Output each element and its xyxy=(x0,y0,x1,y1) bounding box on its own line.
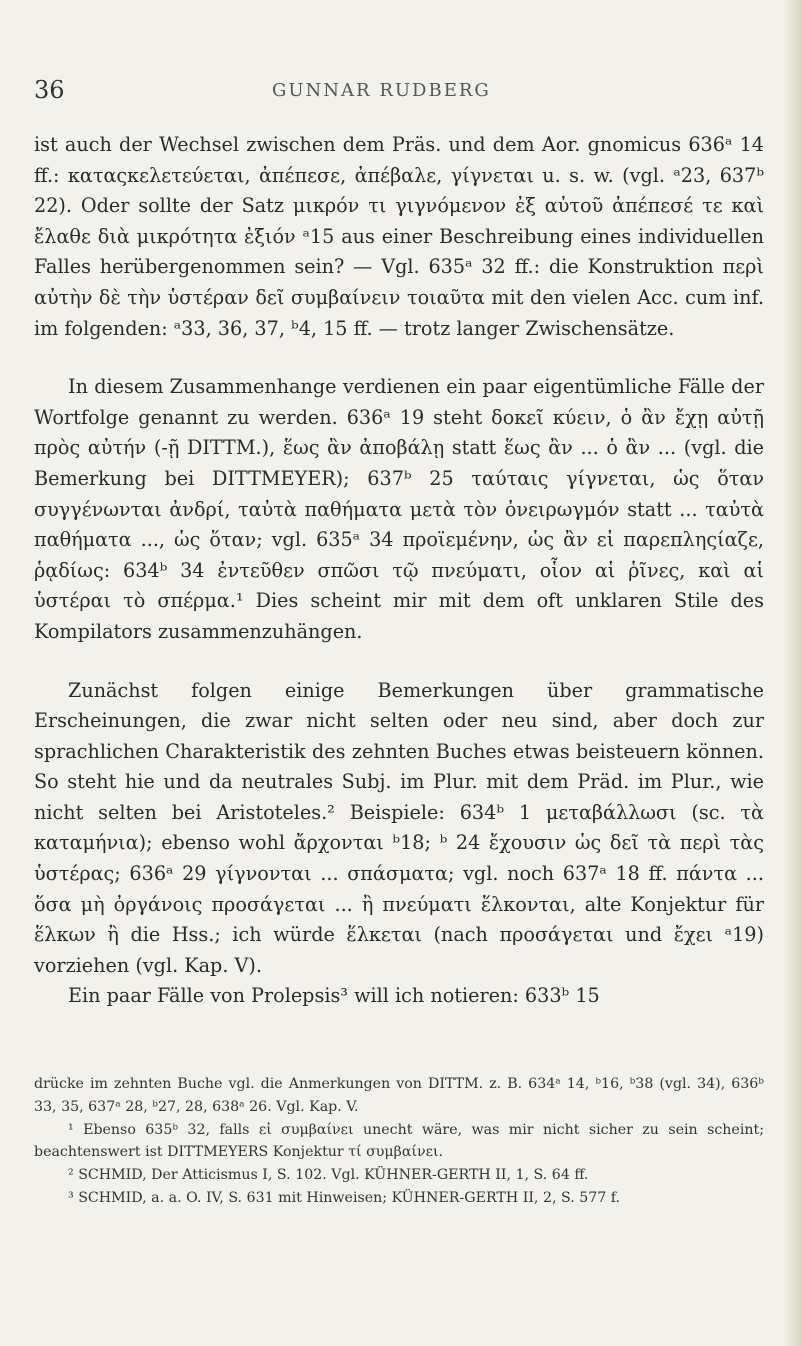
paragraph-1: ist auch der Wechsel zwischen dem Präs. und dem Aor. gnomicus 636ᵃ 14 ff.: καταςκελετεύεται, ἀπέπεσε, ἀπέβαλε, γίγνεται u. s. w. (vgl. ᵃ23, 637ᵇ 22). Oder sollte der Satz μικρόν τι γιγνόμενον ἐξ αὐτοῦ ἀπέπεσέ τε καὶ ἔλαθε διὰ μικρότητα ἐξιόν ᵃ15 aus einer Beschreibung eines individuellen Falles herübergenommen sein? — Vgl. 635ᵃ 32 ff.: die Konstruktion περὶ αὐτὴν δὲ τὴν ὑστέραν δεῖ συμβαίνειν τοιαῦτα mit den vielen Acc. cum inf. im folgenden: ᵃ33, 36, 37, ᵇ4, 15 ff. — trotz langer Zwischensätze. xyxy=(34,133,764,340)
scan-edge xyxy=(783,0,801,1346)
footnotes xyxy=(34,1073,764,1210)
footnote-continuation: drücke im zehnten Buche vgl. die Anmerkungen von DITTM. z. B. 634ᵃ 14, ᵇ16, ᵇ38 (vgl. 34), 636ᵇ 33, 35, 637ᵃ 28, ᵇ27, 28, 638ᵃ 26. Vgl. Kap. V. xyxy=(34,1076,764,1115)
running-head xyxy=(34,76,769,106)
paragraph-4: Ein paar Fälle von Prolepsis³ will ich notieren: 633ᵇ 15 xyxy=(68,984,600,1008)
body-text xyxy=(34,130,764,1012)
running-title: GUNNAR RUDBERG xyxy=(272,80,491,101)
paragraph-2: In diesem Zusammenhange verdienen ein paar eigentümliche Fälle der Wortfolge genannt zu werden. 636ᵃ 19 steht δοκεῖ κύειν, ὁ ἂν ἔχῃ αὐτῇ πρὸς αὐτήν (-ῇ DITTM.), ἕως ἂν ἀποβάλῃ statt ἕως ἂν ... ὁ ἂν ... (vgl. die Bemerkung bei DITTMEYER); 637ᵇ 25 ταύταις γίγνεται, ὡς ὅταν συγγένωνται ἀνδρί, ταὐτὰ παθήματα μετὰ τὸν ὀνειρωγμόν statt ... ταὐτὰ παθήματα ..., ὡς ὅταν; vgl. 635ᵃ 34 προϊεμένην, ὡς ἂν εἰ παρεπληςίαζε, ῥᾳδίως: 634ᵇ 34 ἐντεῦθεν σπῶσι τῷ πνεύματι, οἷον αἱ ῥῖνες, καὶ αἱ ὑστέραι τὸ σπέρμα.¹ Dies scheint mir mit dem oft unklaren Stile des Kompilators zusammenzuhängen. xyxy=(34,375,764,643)
footnote-3: ³ SCHMID, a. a. O. IV, S. 631 mit Hinweisen; KÜHNER-GERTH II, 2, S. 577 f. xyxy=(68,1189,621,1206)
page-number: 36 xyxy=(34,76,65,104)
paragraph-3: Zunächst folgen einige Bemerkungen über grammatische Erscheinungen, die zwar nicht selten oder neu sind, aber doch zur sprachlichen Charakteristik des zehnten Buches etwas beisteuern können. So steht hie und da neutrales Subj. im Plur. mit dem Präd. im Plur., wie nicht selten bei Aristoteles.² Beispiele: 634ᵇ 1 μεταβάλλωσι (sc. τὰ καταμήνια); ebenso wohl ἄρχονται ᵇ18; ᵇ 24 ἔχουσιν ὡς δεῖ τὰ περὶ τὰς ὑστέρας; 636ᵃ 29 γίγνονται ... σπάσματα; vgl. noch 637ᵃ 18 ff. πάντα ... ὅσα μὴ ὀργάνοις προσάγεται ... ἢ πνεύματι ἕλκονται, alte Konjektur für ἕλκων ἢ die Hss.; ich würde ἕλκεται (nach προσάγεται und ἔχει ᵃ19) vorziehen (vgl. Kap. V). xyxy=(34,678,764,977)
footnote-2: ² SCHMID, Der Atticismus I, S. 102. Vgl. KÜHNER-GERTH II, 1, S. 64 ff. xyxy=(68,1167,589,1184)
footnote-1: ¹ Ebenso 635ᵇ 32, falls εἰ συμβαίνει unecht wäre, was mir nicht sicher zu sein scheint; beachtenswert ist DITTMEYERS Konjektur τί συμβαίνει. xyxy=(34,1121,764,1161)
book-page xyxy=(34,0,769,1346)
